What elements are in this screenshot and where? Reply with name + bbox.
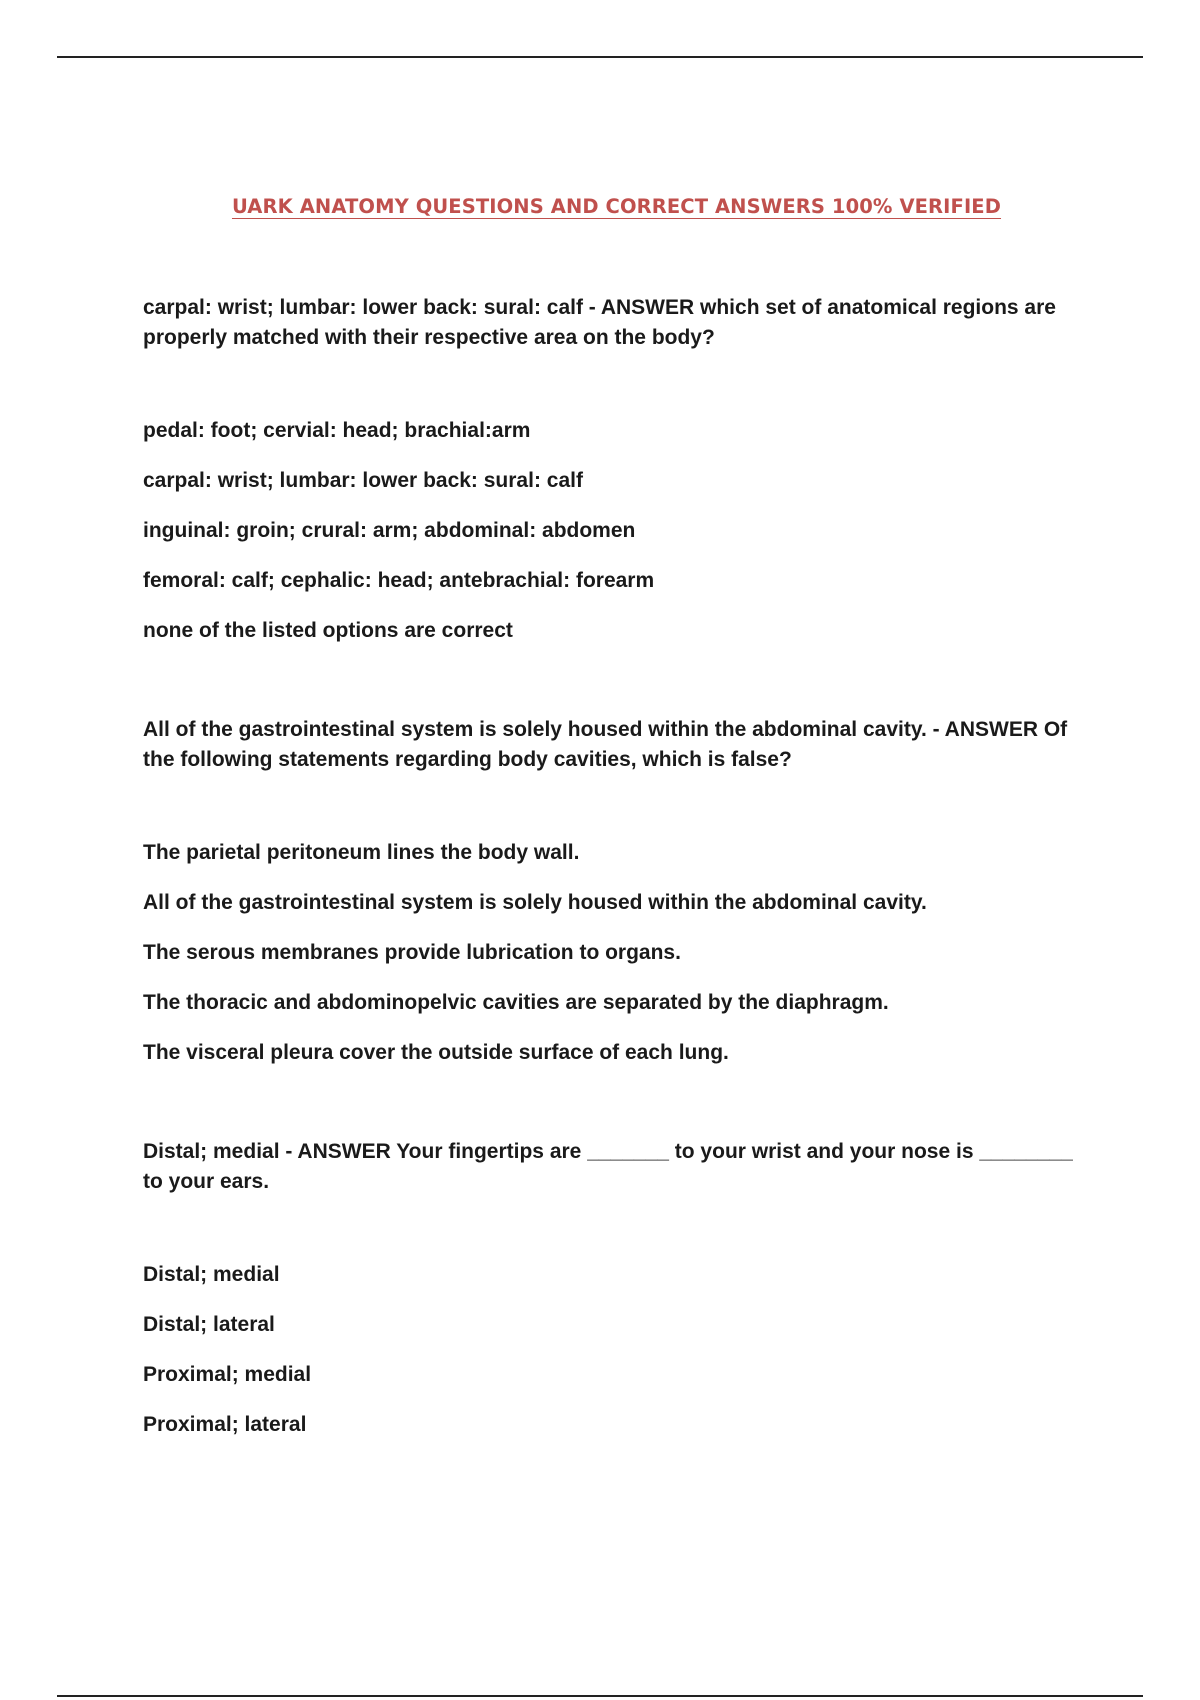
answer-option: femoral: calf; cephalic: head; antebrachial: forearm — [143, 569, 655, 592]
answer-option: Proximal; lateral — [143, 1413, 307, 1436]
question-text: carpal: wrist; lumbar: lower back: sural: calf - ANSWER which set of anatomical regions are properly matched with their respective area on the body? — [143, 296, 1056, 349]
answer-option: The parietal peritoneum lines the body wall. — [143, 841, 580, 864]
answer-option: All of the gastrointestinal system is solely housed within the abdominal cavity. — [143, 891, 927, 914]
question-block-1 — [143, 293, 1083, 646]
answer-option: carpal: wrist; lumbar: lower back: sural: calf — [143, 469, 583, 492]
option-list — [143, 1260, 1083, 1440]
bottom-rule — [57, 1695, 1143, 1697]
answer-option: The thoracic and abdominopelvic cavities are separated by the diaphragm. — [143, 991, 889, 1014]
option-list — [143, 416, 1083, 646]
answer-option: none of the listed options are correct — [143, 619, 513, 642]
answer-option: Proximal; medial — [143, 1363, 312, 1386]
answer-option: The serous membranes provide lubrication to organs. — [143, 941, 681, 964]
document-title: UARK ANATOMY QUESTIONS AND CORRECT ANSWERS 100% VERIFIED — [231, 195, 1002, 218]
answer-option: Distal; lateral — [143, 1313, 275, 1336]
question-block-2 — [143, 715, 1083, 1068]
spacer — [143, 646, 1083, 715]
spacer — [143, 1068, 1083, 1137]
question-text: All of the gastrointestinal system is solely housed within the abdominal cavity. - ANSWER Of the following statements regarding body cavities, which is false? — [143, 718, 1068, 771]
answer-option: pedal: foot; cervial: head; brachial:arm — [143, 419, 531, 442]
question-text: Distal; medial - ANSWER Your fingertips are _______ to your wrist and your nose is ________ to your ears. — [143, 1140, 1073, 1193]
answer-option: The visceral pleura cover the outside surface of each lung. — [143, 1041, 729, 1064]
answer-option: Distal; medial — [143, 1263, 280, 1286]
question-block-3 — [143, 1137, 1083, 1440]
top-rule — [57, 56, 1143, 58]
answer-option: inguinal: groin; crural: arm; abdominal: abdomen — [143, 519, 636, 542]
question-list — [143, 293, 1083, 1440]
option-list — [143, 838, 1083, 1068]
